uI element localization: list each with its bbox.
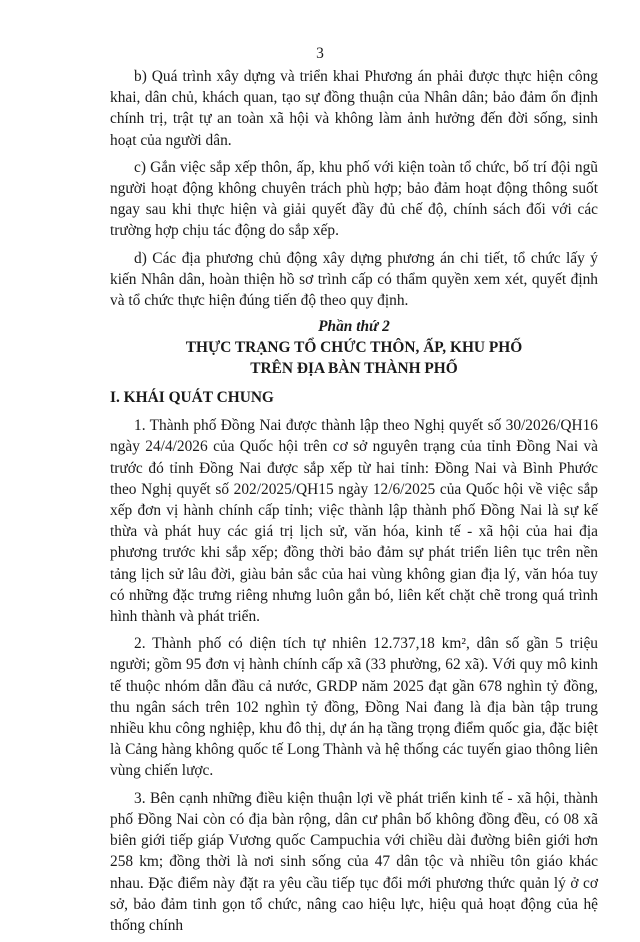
- document-body: [110, 66, 598, 942]
- page-number: 3: [316, 45, 324, 62]
- paragraph-d: d) Các địa phương chủ động xây dựng phương án chi tiết, tổ chức lấy ý kiến Nhân dân, hoàn thiện hồ sơ trình cấp có thẩm quyền xem xét, quyết định và tổ chức thực hiện đúng tiến độ theo quy định.: [110, 249, 598, 310]
- part-label: Phần thứ 2: [318, 318, 390, 336]
- paragraph-3: 3. Bên cạnh những điều kiện thuận lợi về phát triển kinh tế - xã hội, thành phố Đồng Nai còn có địa bàn rộng, dân cư phân bố không đồng đều, có 08 xã biên giới tiếp giáp Vương quốc Campuchia với chiều dài đường biên giới hơn 258 km; đồng thời là nơi sinh sống của 47 dân tộc và nhiều tôn giáo khác nhau. Đặc điểm này đặt ra yêu cầu tiếp tục đổi mới phương thức quản lý ở cơ sở, bảo đảm tinh gọn tổ chức, nâng cao hiệu lực, hiệu quả hoạt động của hệ thống chính: [110, 789, 598, 934]
- paragraph-1: 1. Thành phố Đồng Nai được thành lập theo Nghị quyết số 30/2026/QH16 ngày 24/4/2026 của Quốc hội trên cơ sở nguyên trạng của tỉnh Đồng Nai và trước đó tỉnh Đồng Nai được sắp xếp từ hai tỉnh: Đồng Nai và Bình Phước theo Nghị quyết số 202/2025/QH15 ngày 12/6/2025 của Quốc hội về việc sắp xếp đơn vị hành chính cấp tỉnh; việc thành lập thành phố Đồng Nai là sự kế thừa và phát huy các giá trị lịch sử, văn hóa, kinh tế - xã hội của hai địa phương trước khi sắp xếp; đồng thời bảo đảm sự phát triển liên tục trên nền tảng lịch sử lâu đời, giàu bản sắc của hai vùng không gian địa lý, văn hóa tuy có những đặc trưng riêng nhưng luôn gắn bó, liên kết chặt chẽ trong quá trình hình thành và phát triển.: [110, 417, 598, 626]
- paragraph-b: b) Quá trình xây dựng và triển khai Phương án phải được thực hiện công khai, dân chủ, khách quan, tạo sự đồng thuận của Nhân dân; bảo đảm ổn định chính trị, trật tự an toàn xã hội và không làm ảnh hưởng đến đời sống, sinh hoạt của người dân.: [110, 68, 598, 149]
- part-title-line-1: THỰC TRẠNG TỔ CHỨC THÔN, ẤP, KHU PHỐ: [185, 339, 523, 357]
- paragraph-c: c) Gắn việc sắp xếp thôn, ấp, khu phố với kiện toàn tổ chức, bố trí đội ngũ người hoạt động không chuyên trách phù hợp; bảo đảm hoạt động thông suốt ngay sau khi thực hiện và giải quyết đầy đủ chế độ, chính sách đối với các trường hợp chịu tác động do sắp xếp.: [110, 158, 598, 240]
- part-title: [110, 337, 598, 379]
- section-heading: I. KHÁI QUÁT CHUNG: [110, 389, 274, 407]
- part-title-line-2: TRÊN ĐỊA BÀN THÀNH PHỐ: [250, 360, 458, 378]
- paragraph-2: 2. Thành phố có diện tích tự nhiên 12.737,18 km², dân số gần 5 triệu người; gồm 95 đơn vị hành chính cấp xã (33 phường, 62 xã). Với quy mô kinh tế thuộc nhóm dẫn đầu cả nước, GRDP năm 2025 đạt gần 678 nghìn tỷ đồng, thu ngân sách trên 102 nghìn tỷ đồng, Đồng Nai đang là địa bàn tập trung nhiều khu công nghiệp, khu đô thị, dự án hạ tầng trọng điểm quốc gia, đặc biệt là Cảng hàng không quốc tế Long Thành và hệ thống các tuyến giao thông liên vùng chiến lược.: [110, 635, 598, 780]
